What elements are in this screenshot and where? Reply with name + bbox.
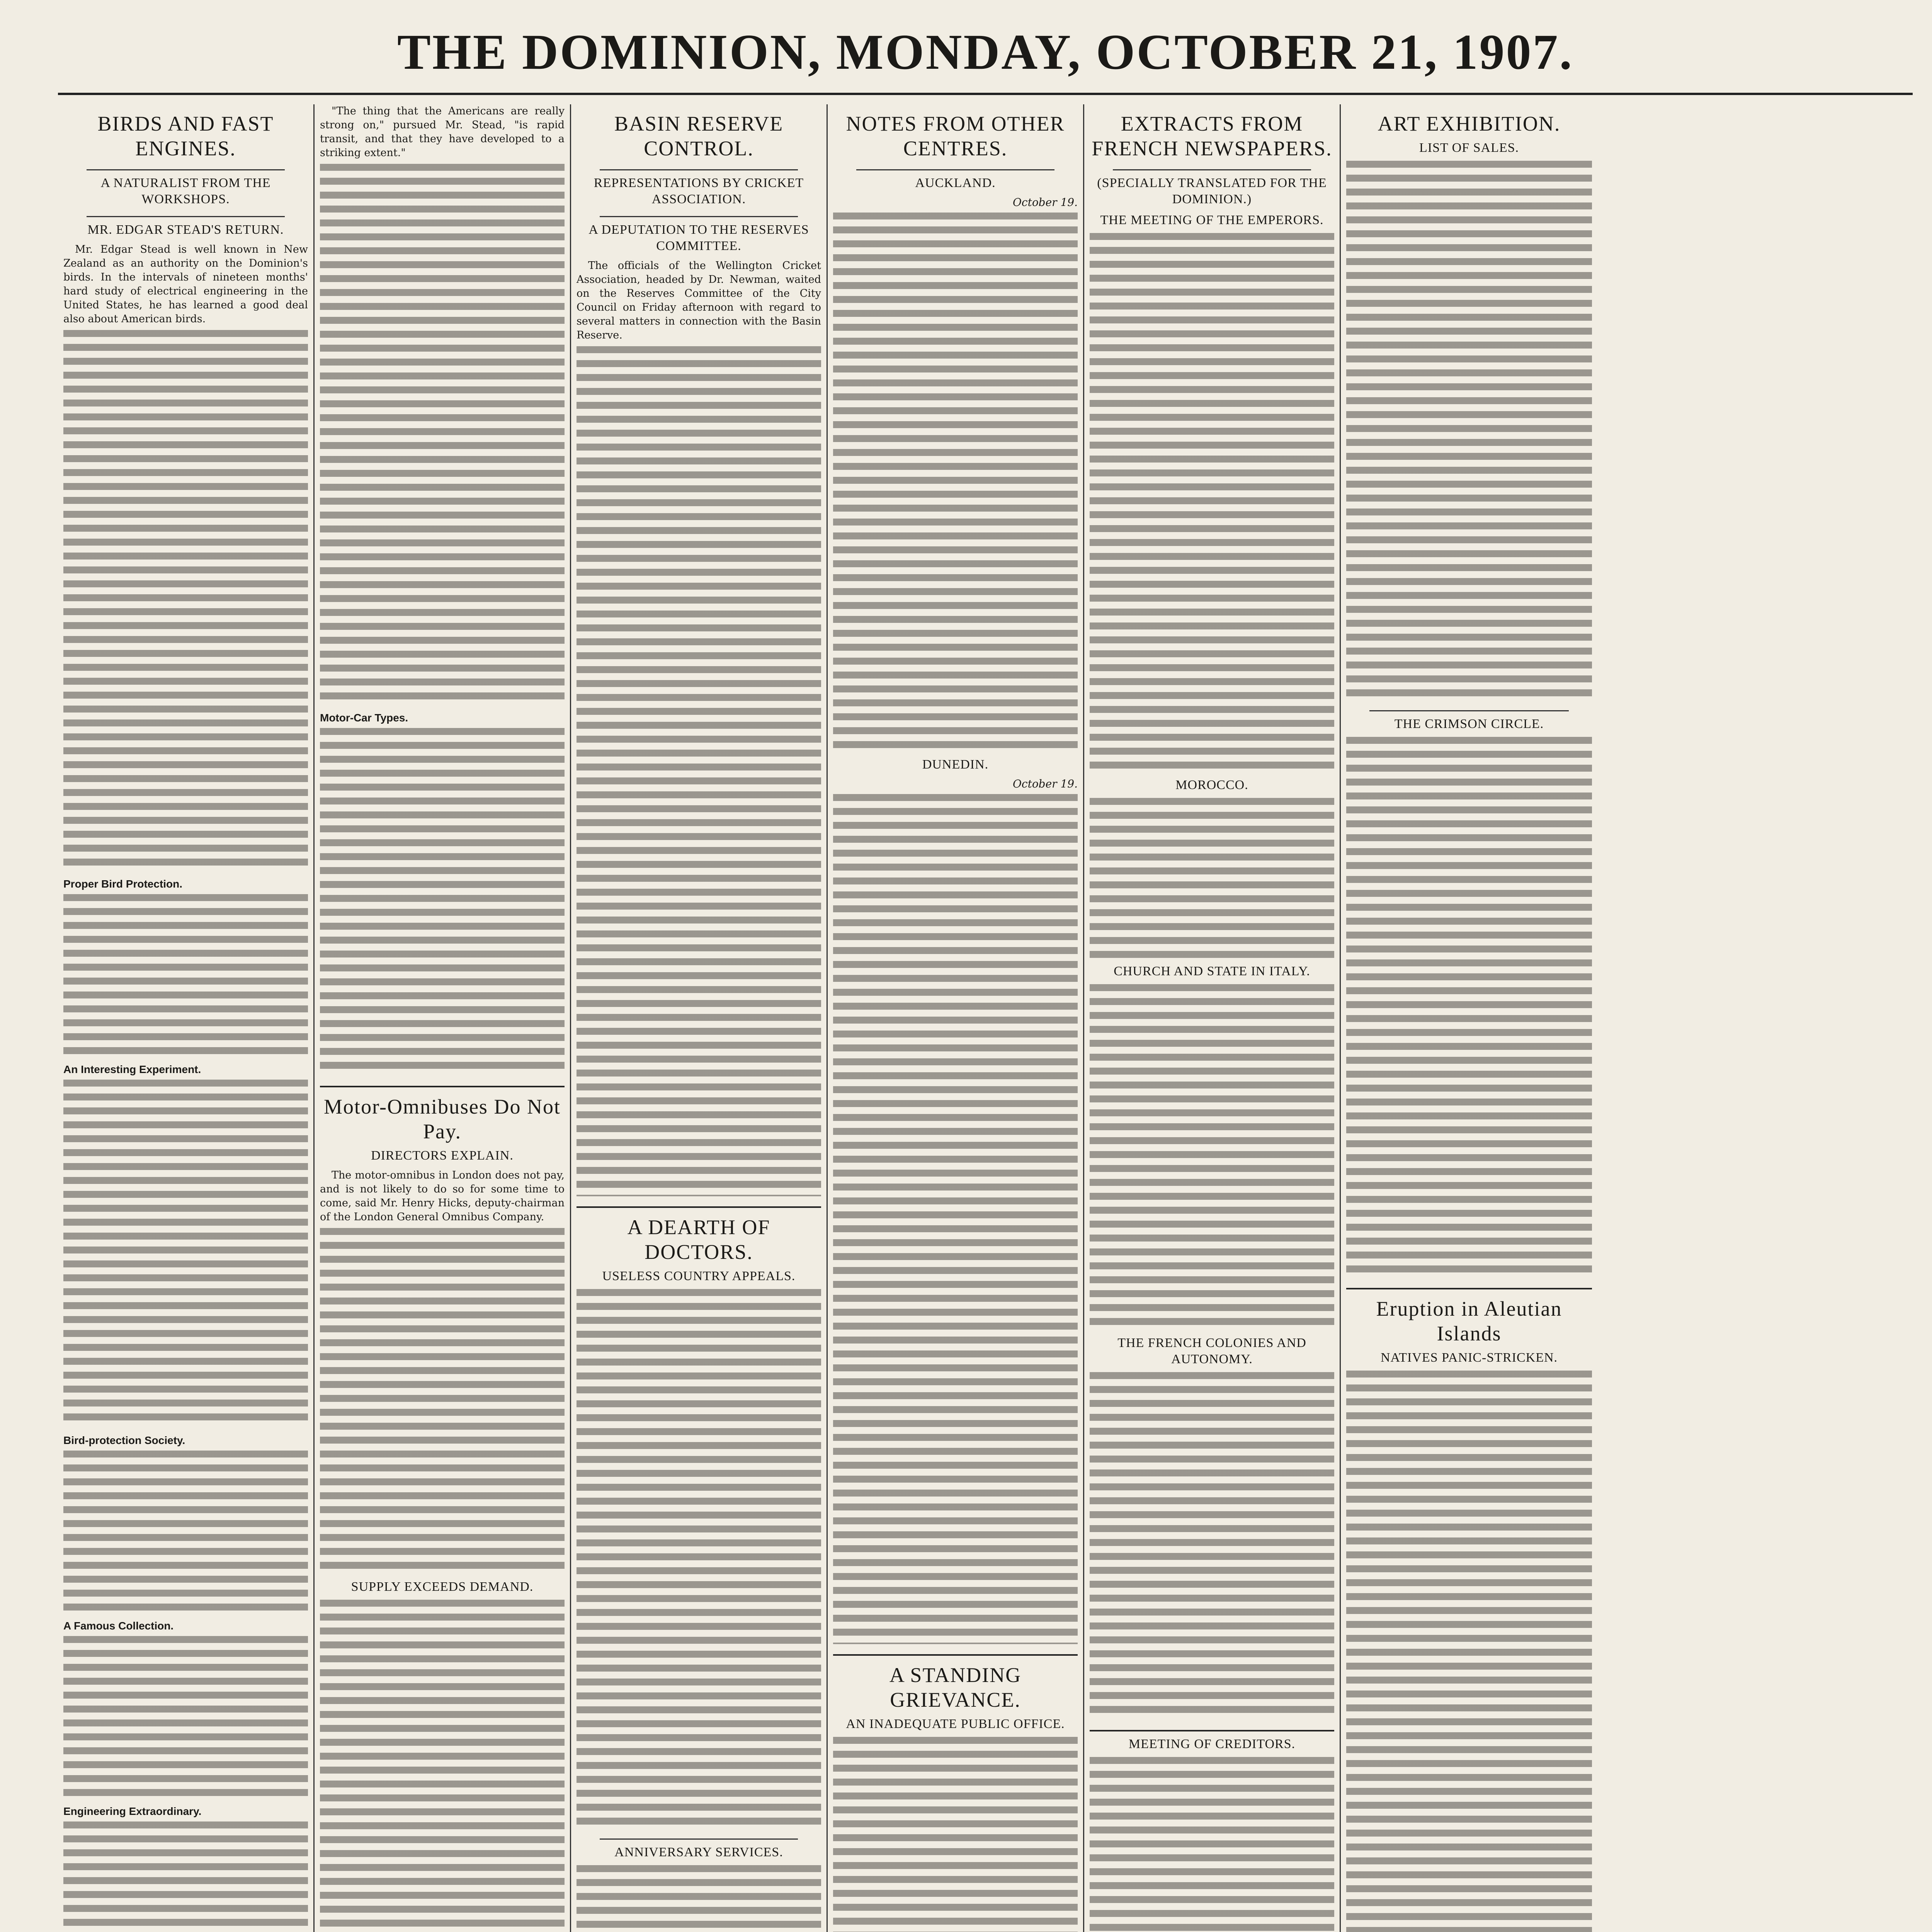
article-text-block xyxy=(577,1865,821,1932)
column-5 xyxy=(1084,104,1341,1932)
masthead-title: THE DOMINION, MONDAY, OCTOBER 21, 1907. xyxy=(397,24,1574,80)
article-text-block xyxy=(63,894,308,1056)
article-text-block xyxy=(1090,798,1334,960)
article-text-block xyxy=(63,1636,308,1798)
article-text-block xyxy=(1346,1371,1592,1932)
subhead-auckland: AUCKLAND. xyxy=(915,176,996,190)
article-text-block xyxy=(320,1228,565,1576)
section-caption: An Interesting Experiment. xyxy=(63,1063,201,1075)
article-text-block xyxy=(833,1737,1078,1932)
article-text-block xyxy=(833,794,1078,1644)
rule xyxy=(1090,1730,1334,1731)
subhead-supply: SUPPLY EXCEEDS DEMAND. xyxy=(351,1580,534,1594)
subhead-creditors: MEETING OF CREDITORS. xyxy=(1128,1737,1296,1751)
rule xyxy=(833,1654,1078,1656)
headline-motor-omnibuses: Motor-Omnibuses Do Not Pay. xyxy=(324,1095,561,1143)
subhead-list-sales: LIST OF SALES. xyxy=(1419,141,1519,155)
subhead-natives-panic: NATIVES PANIC-STRICKEN. xyxy=(1380,1350,1558,1365)
article-paragraph: The officials of the Wellington Cricket Association, headed by Dr. Newman, waited on the Reserves Committee of the City Council on Friday afternoon with regard to several matters in connection with the Basin Reserve. xyxy=(577,260,821,341)
article-text-block xyxy=(63,1080,308,1427)
article-text-block xyxy=(63,1451,308,1613)
rule xyxy=(577,1206,821,1208)
section-caption: Motor-Car Types. xyxy=(320,712,408,724)
masthead xyxy=(58,15,1913,95)
rule xyxy=(87,216,285,217)
article-text-block xyxy=(577,1289,821,1830)
rule xyxy=(1346,1288,1592,1289)
subhead-anniversary: ANNIVERSARY SERVICES. xyxy=(614,1845,783,1859)
rule xyxy=(320,1086,565,1087)
subhead-french-colonies: THE FRENCH COLONIES AND AUTONOMY. xyxy=(1117,1336,1306,1366)
article-text-block xyxy=(1346,737,1592,1278)
columns xyxy=(58,104,1913,1932)
article-text-block xyxy=(833,213,1078,753)
subhead-directors: DIRECTORS EXPLAIN. xyxy=(371,1148,514,1163)
article-text-block xyxy=(1090,1372,1334,1720)
subhead-church-state: CHURCH AND STATE IN ITALY. xyxy=(1114,964,1310,978)
headline-dearth-doctors: A DEARTH OF DOCTORS. xyxy=(627,1216,770,1264)
column-3 xyxy=(571,104,828,1932)
headline-birds: BIRDS AND FAST ENGINES. xyxy=(97,112,274,160)
article-text-block xyxy=(320,728,565,1076)
subhead-stead-return: MR. EDGAR STEAD'S RETURN. xyxy=(87,223,284,237)
headline-art-exhibition: ART EXHIBITION. xyxy=(1378,112,1561,135)
article-paragraph: The motor-omnibus in London does not pay, and is not likely to do so for some time to come, said Mr. Henry Hicks, deputy-chairman of the London General Omnibus Company. xyxy=(320,1169,565,1223)
article-text-block xyxy=(320,164,565,705)
article-text-block xyxy=(63,1821,308,1932)
dateline: October 19. xyxy=(1012,196,1078,209)
rule xyxy=(600,169,798,170)
headline-basin-reserve: BASIN RESERVE CONTROL. xyxy=(614,112,784,160)
section-caption: Bird-protection Society. xyxy=(63,1434,185,1446)
section-caption: Engineering Extraordinary. xyxy=(63,1805,202,1817)
column-4 xyxy=(828,104,1084,1932)
subhead-deputation: A DEPUTATION TO THE RESERVES COMMITTEE. xyxy=(588,223,809,253)
article-text-block xyxy=(1090,1757,1334,1932)
headline-notes-centres: NOTES FROM OTHER CENTRES. xyxy=(846,112,1065,160)
rule xyxy=(600,1838,798,1840)
column-2 xyxy=(315,104,571,1932)
rule xyxy=(87,169,285,170)
article-text-block xyxy=(577,346,821,1196)
subhead-morocco: MOROCCO. xyxy=(1175,778,1248,792)
column-6 xyxy=(1341,104,1597,1932)
subhead-dunedin: DUNEDIN. xyxy=(922,757,989,772)
column-1 xyxy=(58,104,315,1932)
headline-standing-grievance: A STANDING GRIEVANCE. xyxy=(889,1663,1022,1711)
headline-french-extracts: EXTRACTS FROM FRENCH NEWSPAPERS. xyxy=(1092,112,1332,160)
article-paragraph: Mr. Edgar Stead is well known in New Zealand as an authority on the Dominion's birds. In the intervals of nineteen months' hard study of electrical engineering in the United States, he has learned a good deal also about American birds. xyxy=(63,243,308,325)
article-text-block xyxy=(63,330,308,871)
subhead-country-appeals: USELESS COUNTRY APPEALS. xyxy=(602,1269,796,1283)
dateline: October 19. xyxy=(1012,777,1078,790)
article-paragraph: "The thing that the Americans are really strong on," pursued Mr. Stead, "is rapid transit, and that they have developed to a striking extent." xyxy=(320,105,565,159)
rule xyxy=(600,216,798,217)
subhead-cricket: REPRESENTATIONS BY CRICKET ASSOCIATION. xyxy=(594,176,804,206)
article-text-block xyxy=(320,1600,565,1932)
headline-aleutian-eruption: Eruption in Aleutian Islands xyxy=(1376,1297,1562,1345)
section-caption: Proper Bird Protection. xyxy=(63,878,183,890)
subhead-emperors: THE MEETING OF THE EMPERORS. xyxy=(1100,213,1324,227)
section-caption: A Famous Collection. xyxy=(63,1620,174,1632)
subhead-naturalist: A NATURALIST FROM THE WORKSHOPS. xyxy=(100,176,271,206)
article-text-block xyxy=(1090,233,1334,774)
rule xyxy=(1113,169,1311,170)
subhead-public-office: AN INADEQUATE PUBLIC OFFICE. xyxy=(846,1717,1065,1731)
rule xyxy=(856,169,1054,170)
subhead-crimson-circle: THE CRIMSON CIRCLE. xyxy=(1394,717,1544,731)
rule xyxy=(1369,710,1569,711)
article-text-block xyxy=(1346,161,1592,702)
article-text-block xyxy=(1090,984,1334,1332)
subhead-translated: (SPECIALLY TRANSLATED FOR THE DOMINION.) xyxy=(1097,176,1327,206)
